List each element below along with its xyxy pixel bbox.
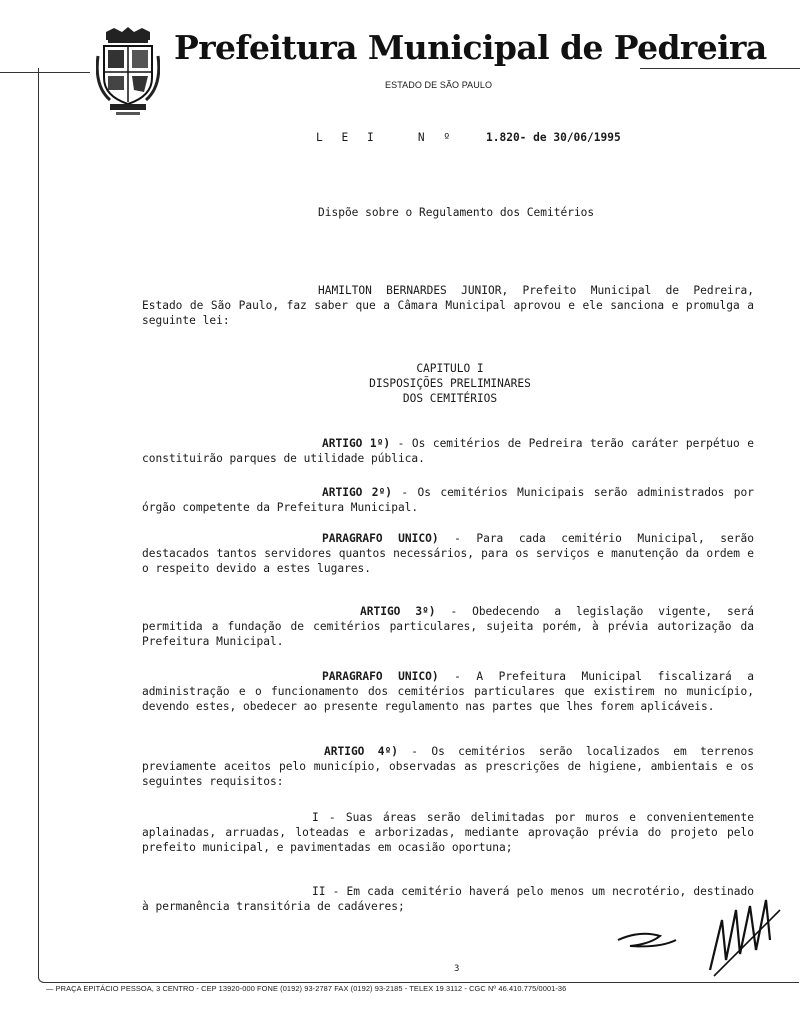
article-4-lead: ARTIGO 4º): [324, 745, 398, 758]
chapter-heading: CAPITULO I: [416, 362, 484, 375]
article-4-text: - Os cemitérios serão localizados em terrenos previamente aceitos pelo município, observadas as prescrições de higiene, ambientais e os seguintes requisitos:: [142, 745, 754, 788]
article-4-item-2: II - Em cada cemitério haverá pelo menos um necrotério, destinado à permanência transitória de cadáveres;: [142, 885, 754, 913]
article-2-text: - Os cemitérios Municipais serão administrados por órgão competente da Prefeitura Municipal.: [142, 486, 754, 514]
article-3: [142, 605, 754, 649]
frame-line-left: [0, 72, 90, 73]
article-2-lead: ARTIGO 2º): [322, 486, 392, 499]
article-3-paragraph-text: - A Prefeitura Municipal fiscalizará a administração e o funcionamento dos cemitérios particulares que existirem no município, devendo estes, obedecer ao presente regulamento nas partes que lhes forem aplicáveis.: [142, 670, 754, 713]
law-title: L E I N º: [316, 131, 457, 144]
header-title: Prefeitura Municipal de Pedreira: [174, 28, 767, 67]
article-2-paragraph-lead: PARAGRAFO UNICO): [322, 532, 439, 545]
article-3-lead: ARTIGO 3º): [360, 605, 436, 618]
law-number: 1.820- de 30/06/1995: [486, 131, 621, 144]
article-1-text: - Os cemitérios de Pedreira terão caráter perpétuo e constituirão parques de utilidade pública.: [142, 437, 754, 465]
signature-icon: [610, 890, 790, 980]
frame-line-right: [640, 68, 800, 69]
article-1: [142, 437, 754, 467]
municipal-crest-icon: [96, 26, 160, 118]
article-1-lead: ARTIGO 1º): [322, 437, 391, 450]
footer-address: — PRAÇA EPITÁCIO PESSOA, 3 CENTRO - CEP 13920-000 FONE (0192) 93-2787 FAX (0192) 93-2185 - TELEX 19 3112 - CGC Nº 46.410.775/0001-36: [46, 984, 567, 993]
article-4-item-1: I - Suas áreas serão delimitadas por muros e convenientemente aplainadas, arruadas, loteadas e arborizadas, mediante aprovação prévia do projeto pelo prefeito municipal, e pavimentadas em ocasião oportuna;: [142, 811, 754, 854]
law-ementa: Dispõe sobre o Regulamento dos Cemitérios: [318, 206, 595, 219]
article-2: [142, 486, 754, 516]
page-number: 3: [454, 964, 460, 974]
article-3-text: - Obedecendo a legislação vigente, será permitida a fundação de cemitérios particulares, sujeita porém, à prévia autorização da Prefeitura Municipal.: [142, 605, 754, 648]
article-3-paragraph-lead: PARAGRAFO UNICO): [322, 670, 439, 683]
article-2-paragraph: [142, 532, 754, 576]
article-3-paragraph: [142, 670, 754, 714]
article-4: [142, 745, 754, 789]
chapter-title-line-1: DISPOSIÇÕES PRELIMINARES: [369, 377, 531, 390]
article-2-paragraph-text: - Para cada cemitério Municipal, serão destacados tantos servidores quantos necessários, para os serviços e manutenção da ordem e o respeito devido a estes lugares.: [142, 532, 754, 575]
header-subtitle: ESTADO DE SÃO PAULO: [385, 80, 493, 90]
chapter-title-line-2: DOS CEMITÉRIOS: [402, 392, 498, 405]
preamble: HAMILTON BERNARDES JUNIOR, Prefeito Municipal de Pedreira, Estado de São Paulo, faz saber que a Câmara Municipal aprovou e ele sanciona e promulga a seguinte lei:: [142, 284, 754, 327]
